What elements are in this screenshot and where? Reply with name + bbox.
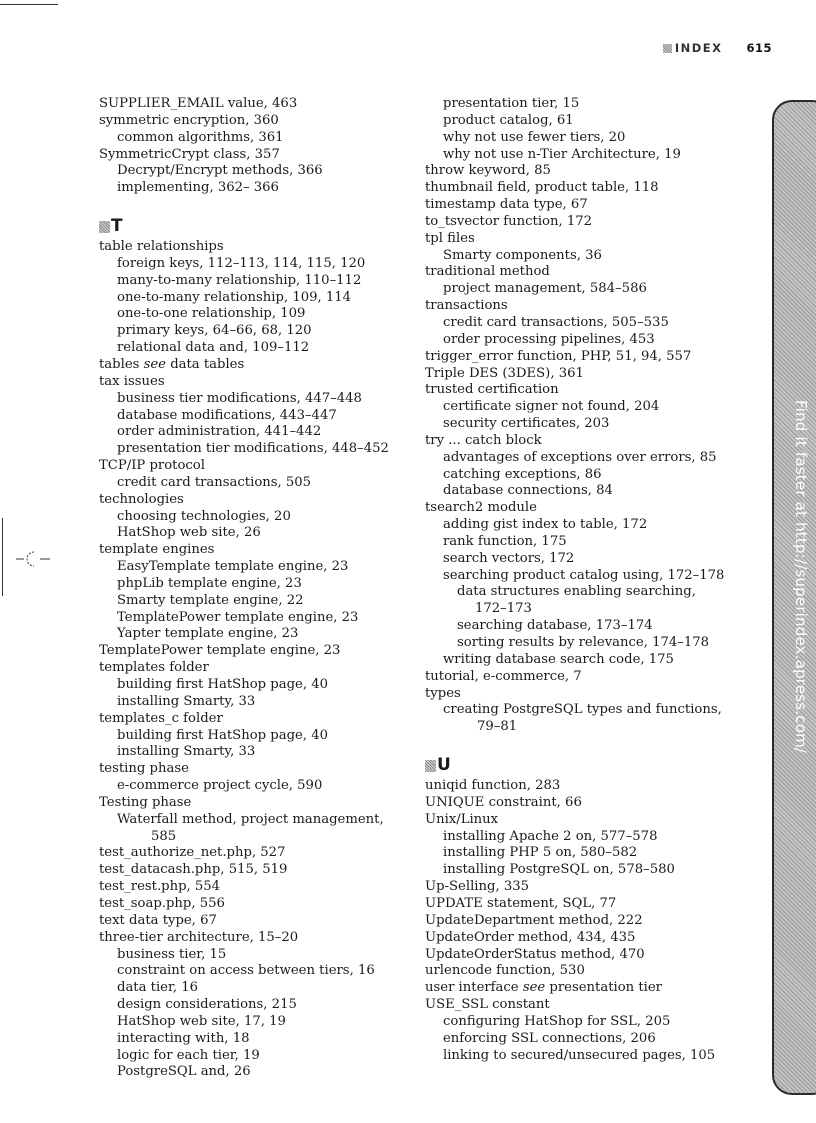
index-entry: sorting results by relevance, 174–178: [457, 635, 710, 650]
index-entry: testing phase: [99, 761, 189, 777]
index-entry: test_authorize_net.php, 527: [99, 845, 286, 861]
letter-marker-icon: [99, 221, 110, 233]
index-entry: Unix/Linux: [425, 811, 499, 827]
index-entry: TCP/IP protocol: [99, 458, 205, 474]
see-term: tables: [99, 356, 140, 372]
index-entry: adding gist index to table, 172: [443, 517, 648, 533]
index-entry: advantages of exceptions over errors, 85: [443, 449, 717, 465]
index-entry: relational data and, 109–112: [117, 340, 310, 356]
index-entry-see: [425, 980, 725, 997]
index-entry: implementing, 362– 366: [117, 180, 279, 196]
index-entry: interacting with, 18: [117, 1030, 250, 1046]
index-entry: search vectors, 172: [443, 550, 575, 566]
index-entry: uniqid function, 283: [425, 778, 561, 794]
index-entry: enforcing SSL connections, 206: [443, 1030, 656, 1046]
index-entry: UpdateOrderStatus method, 470: [425, 946, 645, 962]
index-entry: tax issues: [99, 373, 165, 389]
index-entry: building first HatShop page, 40: [117, 677, 328, 692]
index-entry: types: [425, 685, 461, 701]
index-entry: timestamp data type, 67: [425, 197, 588, 213]
index-entry: UpdateOrder method, 434, 435: [425, 929, 636, 945]
index-entry: linking to secured/unsecured pages, 105: [443, 1047, 716, 1063]
index-entry: searching database, 173–174: [457, 618, 653, 634]
index-entry-see: [99, 357, 399, 374]
index-entry: templates_c folder: [99, 710, 223, 726]
index-entry: certificate signer not found, 204: [443, 399, 660, 415]
index-entry: EasyTemplate template engine, 23: [117, 559, 349, 575]
see-reference: presentation tier: [549, 980, 662, 996]
running-head-label: INDEX: [674, 41, 723, 55]
index-entry: to_tsvector function, 172: [425, 213, 593, 229]
index-entry: security certificates, 203: [443, 416, 610, 432]
index-entry: primary keys, 64–66, 68, 120: [117, 323, 312, 339]
index-entry: many-to-many relationship, 110–112: [117, 272, 362, 288]
index-entry: Up-Selling, 335: [425, 879, 529, 895]
see-term: user interface: [425, 980, 519, 996]
index-entry: Smarty template engine, 22: [117, 592, 304, 608]
index-entry: why not use n-Tier Architecture, 19: [443, 146, 681, 162]
index-entry: configuring HatShop for SSL, 205: [443, 1013, 671, 1029]
index-entry: HatShop web site, 26: [117, 525, 261, 541]
index-entry: PostgreSQL and, 26: [117, 1064, 251, 1080]
letter-marker-icon: [425, 760, 436, 772]
index-entry: project management, 584–586: [443, 281, 647, 297]
letter-heading-t: [99, 214, 399, 239]
index-entry: credit card transactions, 505: [117, 474, 312, 490]
entry-group-t3: [425, 96, 725, 736]
index-entry: installing Smarty, 33: [117, 744, 256, 760]
index-entry: constraint on access between tiers, 16: [117, 963, 375, 979]
index-entry: symmetric encryption, 360: [99, 112, 279, 128]
index-entry: one-to-one relationship, 109: [117, 306, 306, 322]
index-entry: 79–81: [477, 719, 518, 735]
index-entry: Yapter template engine, 23: [117, 626, 299, 642]
entry-group-s: [99, 96, 399, 197]
index-entry: order administration, 441–442: [117, 424, 322, 440]
index-entry: tpl files: [425, 230, 475, 246]
index-entry: try ... catch block: [425, 432, 542, 448]
index-entry: table relationships: [99, 239, 224, 255]
index-entry: catching exceptions, 86: [443, 466, 602, 482]
index-entry: UPDATE statement, SQL, 77: [425, 895, 617, 911]
index-entry: test_soap.php, 556: [99, 895, 225, 911]
registration-mark-icon: [16, 548, 50, 570]
index-entry: Waterfall method, project management,: [117, 811, 384, 827]
index-entry: installing PHP 5 on, 580–582: [443, 845, 638, 861]
index-entry: UNIQUE constraint, 66: [425, 794, 582, 810]
index-entry: data structures enabling searching,: [457, 584, 696, 600]
side-tab-text: Find it faster at http://superindex.apress.com/: [792, 400, 810, 754]
index-entry: presentation tier, 15: [443, 96, 580, 111]
index-entry: business tier, 15: [117, 946, 227, 962]
index-entry: SUPPLIER_EMAIL value, 463: [99, 96, 298, 111]
index-entry: urlencode function, 530: [425, 963, 585, 979]
index-entry: installing Apache 2 on, 577–578: [443, 828, 658, 844]
index-column-left: [99, 96, 399, 1081]
index-entry: Smarty components, 36: [443, 247, 602, 263]
letter-heading-label: T: [111, 216, 123, 237]
index-entry: Testing phase: [99, 794, 192, 810]
index-entry: e-commerce project cycle, 590: [117, 778, 323, 794]
index-entry: technologies: [99, 491, 184, 507]
entry-group-u2: [425, 997, 725, 1064]
entry-group-t2: [99, 374, 399, 1081]
index-entry: order processing pipelines, 453: [443, 331, 655, 347]
index-entry: presentation tier modifications, 448–452: [117, 441, 389, 457]
index-entry: traditional method: [425, 264, 550, 280]
index-entry: Decrypt/Encrypt methods, 366: [117, 163, 323, 179]
index-entry: tutorial, e-commerce, 7: [425, 668, 582, 684]
index-entry: HatShop web site, 17, 19: [117, 1013, 286, 1029]
index-entry: choosing technologies, 20: [117, 508, 291, 524]
index-entry: business tier modifications, 447–448: [117, 390, 362, 406]
index-column-right: [425, 96, 725, 1064]
index-entry: test_datacash.php, 515, 519: [99, 862, 288, 878]
index-entry: three-tier architecture, 15–20: [99, 929, 299, 945]
index-entry: logic for each tier, 19: [117, 1047, 260, 1063]
index-entry: trusted certification: [425, 382, 559, 398]
index-entry: database connections, 84: [443, 483, 613, 499]
index-entry: design considerations, 215: [117, 997, 297, 1013]
see-label: see: [522, 980, 546, 996]
index-entry: text data type, 67: [99, 912, 217, 928]
index-entry: installing Smarty, 33: [117, 693, 256, 709]
index-marker-icon: [663, 44, 672, 53]
index-entry: searching product catalog using, 172–178: [443, 567, 725, 583]
index-entry: tsearch2 module: [425, 500, 537, 516]
index-entry: SymmetricCrypt class, 357: [99, 146, 280, 162]
index-entry: 585: [151, 828, 177, 844]
index-entry: data tier, 16: [117, 980, 198, 996]
index-entry: template engines: [99, 542, 215, 558]
index-entry: TemplatePower template engine, 23: [99, 643, 341, 659]
index-entry: Triple DES (3DES), 361: [425, 365, 584, 381]
entry-group-u1: [425, 778, 725, 980]
index-entry: creating PostgreSQL types and functions,: [443, 702, 722, 718]
index-entry: test_rest.php, 554: [99, 879, 221, 895]
letter-heading-u: [425, 753, 725, 778]
index-entry: foreign keys, 112–113, 114, 115, 120: [117, 255, 366, 271]
index-entry: templates folder: [99, 660, 209, 676]
index-entry: product catalog, 61: [443, 112, 574, 128]
crop-mark: [2, 518, 3, 596]
index-entry: building first HatShop page, 40: [117, 727, 328, 743]
see-reference: data tables: [170, 356, 245, 372]
crop-mark: [0, 4, 58, 5]
index-entry: phpLib template engine, 23: [117, 575, 302, 591]
index-entry: UpdateDepartment method, 222: [425, 912, 643, 928]
index-entry: one-to-many relationship, 109, 114: [117, 289, 352, 305]
index-entry: rank function, 175: [443, 533, 567, 549]
index-entry: trigger_error function, PHP, 51, 94, 557: [425, 348, 692, 364]
index-entry: credit card transactions, 505–535: [443, 314, 669, 330]
running-head: [663, 41, 772, 55]
index-entry: USE_SSL constant: [425, 997, 550, 1013]
index-entry: TemplatePower template engine, 23: [117, 609, 359, 625]
index-entry: common algorithms, 361: [117, 129, 284, 145]
see-label: see: [143, 356, 166, 372]
entry-group-t1: [99, 239, 399, 357]
page-number: 615: [746, 41, 772, 55]
index-entry: writing database search code, 175: [443, 651, 674, 667]
index-entry: installing PostgreSQL on, 578–580: [443, 862, 675, 878]
index-entry: thumbnail field, product table, 118: [425, 180, 659, 196]
index-entry: why not use fewer tiers, 20: [443, 129, 626, 145]
index-entry: throw keyword, 85: [425, 163, 551, 179]
letter-heading-label: U: [437, 755, 451, 776]
index-entry: database modifications, 443–447: [117, 407, 337, 423]
index-entry: 172–173: [475, 601, 532, 617]
index-entry: transactions: [425, 298, 508, 314]
